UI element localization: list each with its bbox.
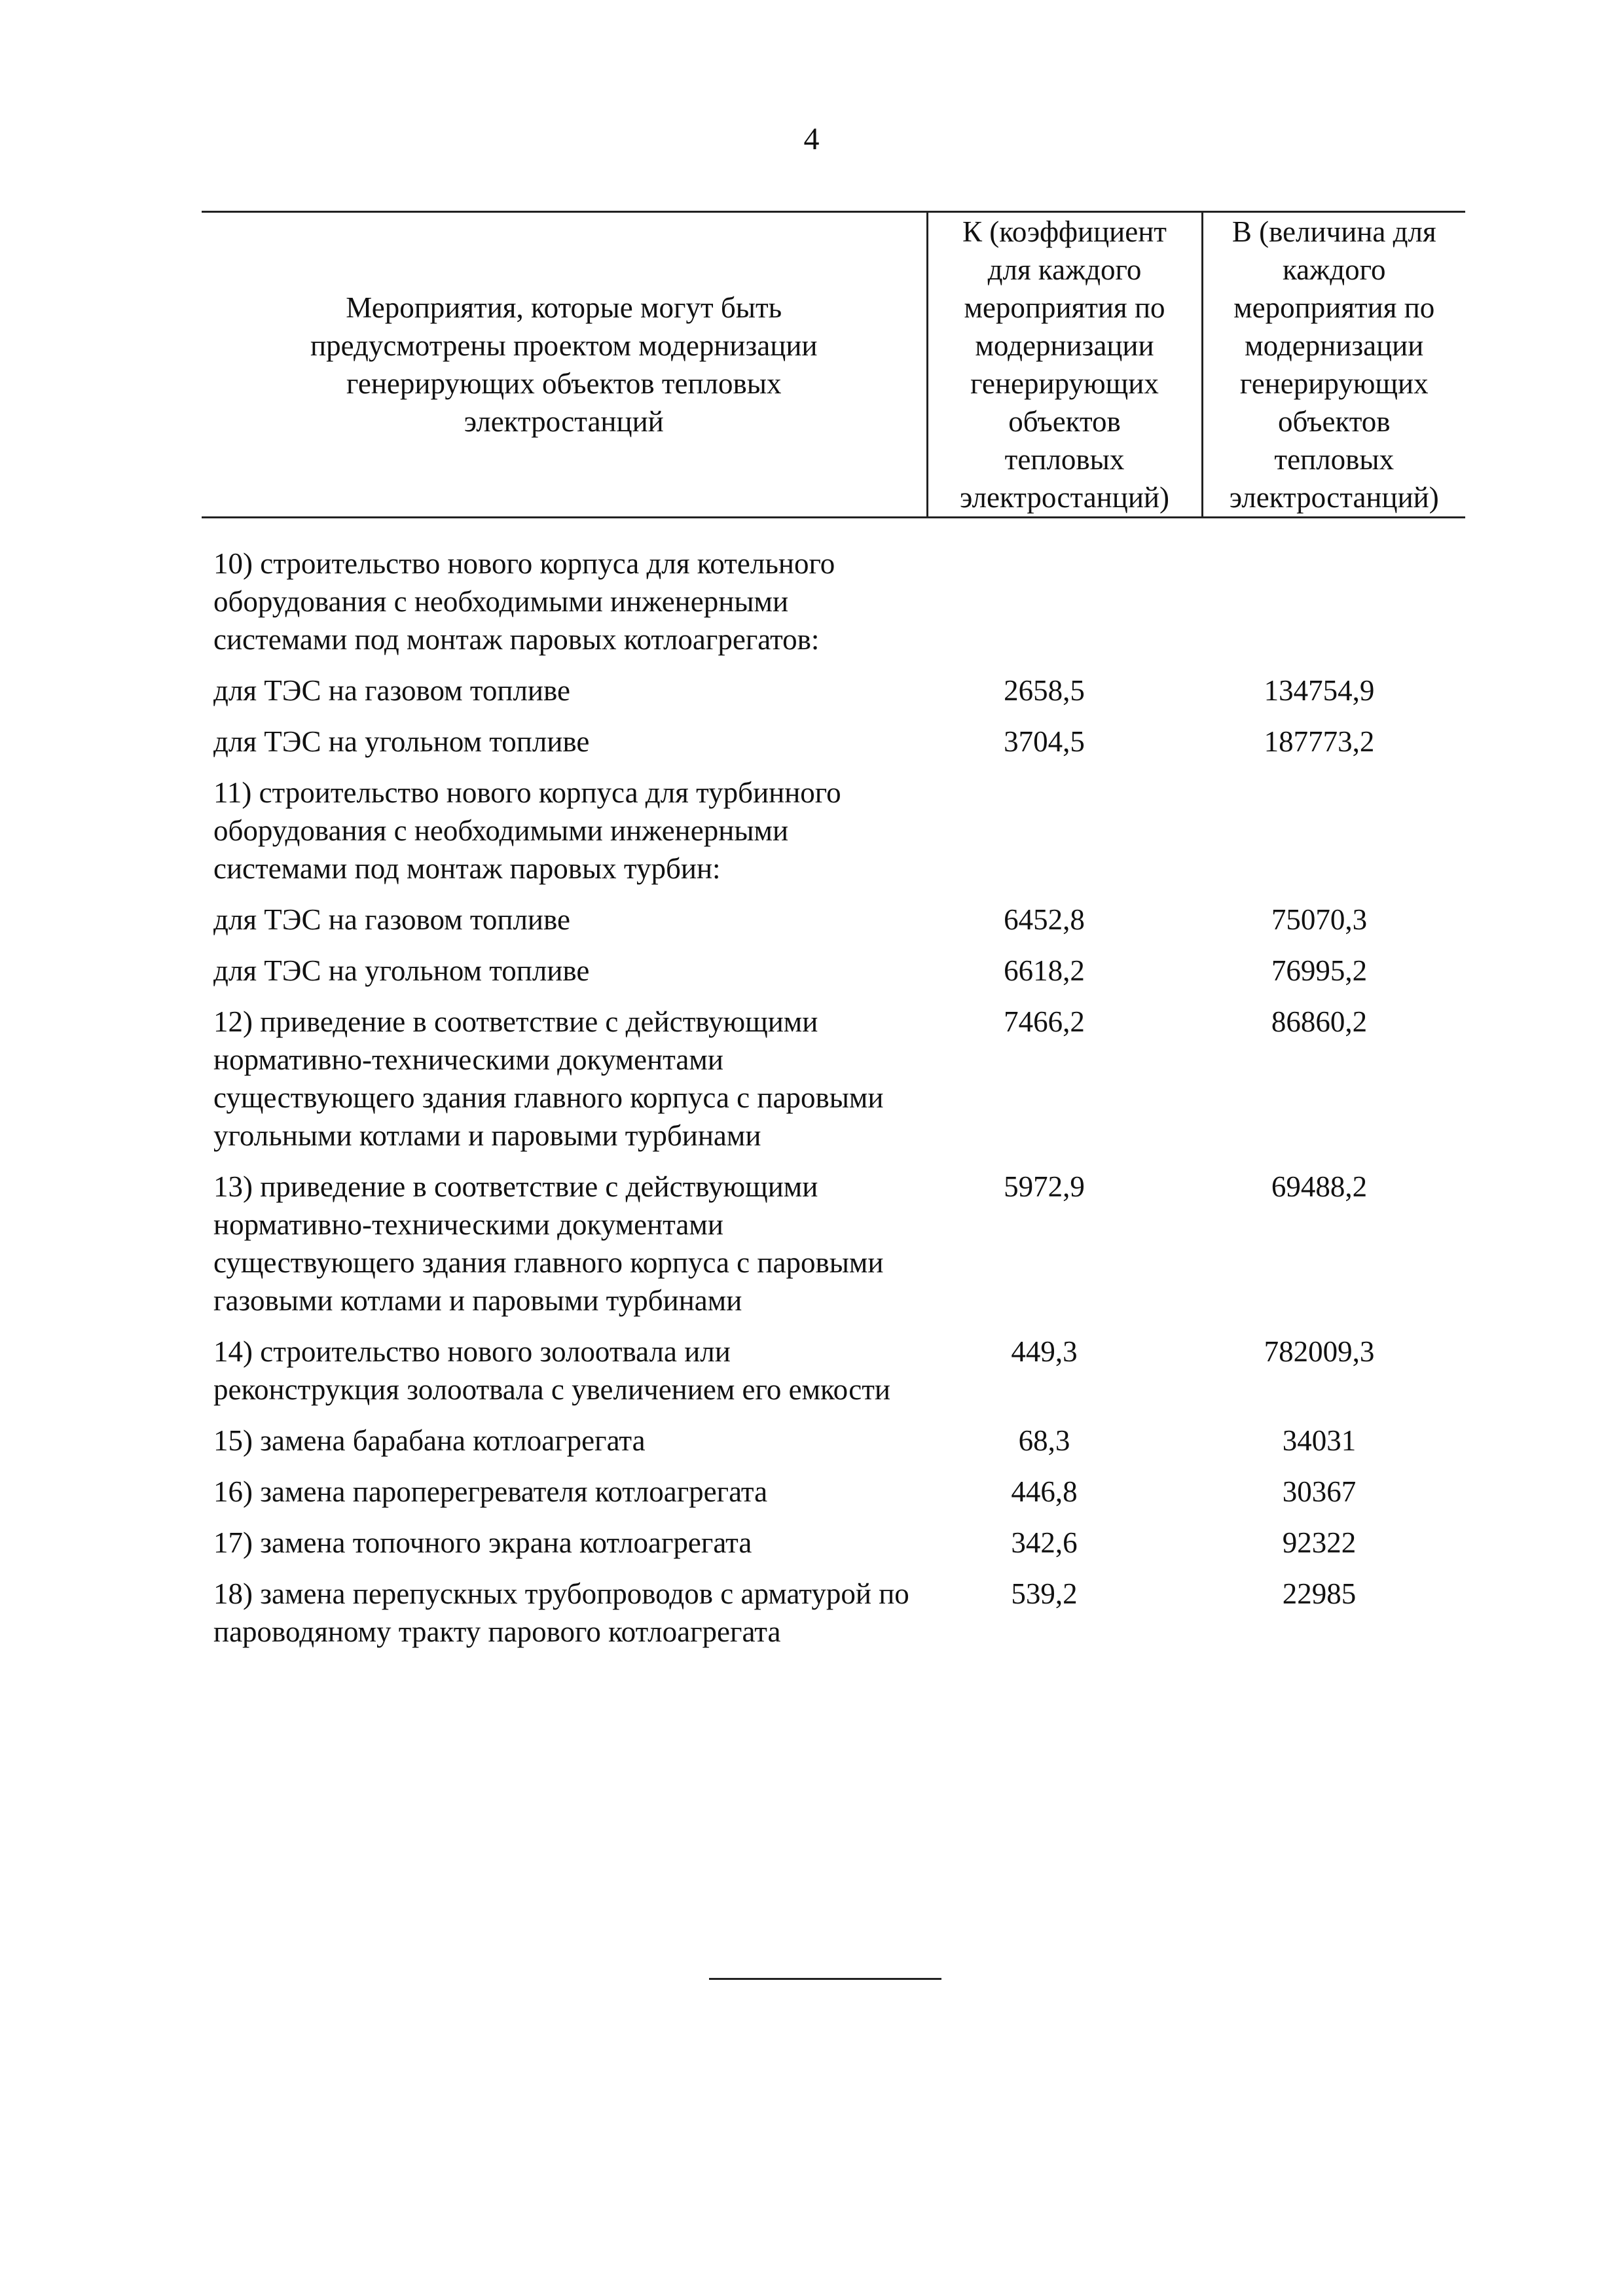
measure-description: 10) строительство нового корпуса для котельного оборудования с необходимыми инженерными системами под монтаж паровых котлоагрегатов: xyxy=(213,547,835,656)
coefficient-k-value xyxy=(927,774,1202,901)
table-row xyxy=(202,1003,1465,1168)
coefficient-k-value: 446,8 xyxy=(1011,1475,1078,1508)
coefficient-k-value: 539,2 xyxy=(1011,1577,1078,1610)
table-row xyxy=(202,1524,1465,1575)
coefficient-k-value: 449,3 xyxy=(1011,1335,1078,1368)
measure-description: для ТЭС на газовом топливе xyxy=(213,903,570,936)
measure-description: 17) замена топочного экрана котлоагрегата xyxy=(213,1526,752,1559)
value-v: 76995,2 xyxy=(1271,954,1368,987)
value-v: 134754,9 xyxy=(1264,674,1375,707)
measures-table xyxy=(202,545,1465,1664)
coefficient-k-value: 2658,5 xyxy=(1004,674,1085,707)
measure-description: для ТЭС на газовом топливе xyxy=(213,674,570,707)
measure-description: для ТЭС на угольном топливе xyxy=(213,725,590,758)
value-v: 22985 xyxy=(1282,1577,1357,1610)
header-value-v: В (величина для каждого мероприятия по модернизации генерирующих объектов тепловых электростанций) xyxy=(1202,212,1465,518)
measure-description: 11) строительство нового корпуса для турбинного оборудования с необходимыми инженерными системами под монтаж паровых турбин: xyxy=(213,776,841,885)
coefficient-k-value: 342,6 xyxy=(1011,1526,1078,1559)
value-v: 30367 xyxy=(1282,1475,1357,1508)
table-row xyxy=(202,1422,1465,1473)
table-row xyxy=(202,774,1465,901)
coefficient-k-value: 7466,2 xyxy=(1004,1005,1085,1038)
coefficient-k-value xyxy=(927,545,1202,672)
table-body xyxy=(202,545,1465,1664)
header-measures: Мероприятия, которые могут быть предусмотрены проектом модернизации генерирующих объектов тепловых электростанций xyxy=(202,212,927,518)
coefficient-k-value: 6618,2 xyxy=(1004,954,1085,987)
header-coefficient-k: К (коэффициент для каждого мероприятия по модернизации генерирующих объектов тепловых электростанций) xyxy=(927,212,1202,518)
coefficient-k-value: 68,3 xyxy=(1018,1424,1070,1457)
table-row xyxy=(202,1333,1465,1422)
value-v: 782009,3 xyxy=(1264,1335,1375,1368)
measure-description: 13) приведение в соответствие с действующими нормативно-техническими документами существующего здания главного корпуса с паровыми газовыми котлами и паровыми турбинами xyxy=(213,1170,884,1317)
table-row xyxy=(202,901,1465,952)
coefficient-k-value: 6452,8 xyxy=(1004,903,1085,936)
table-row xyxy=(202,723,1465,774)
value-v: 34031 xyxy=(1282,1424,1357,1457)
coefficient-k-value: 3704,5 xyxy=(1004,725,1085,758)
value-v xyxy=(1202,774,1465,901)
table-row xyxy=(202,1575,1465,1664)
measure-description: для ТЭС на угольном топливе xyxy=(213,954,590,987)
measure-description: 14) строительство нового золоотвала или реконструкция золоотвала с увеличением его емкости xyxy=(213,1335,890,1406)
value-v: 75070,3 xyxy=(1271,903,1368,936)
coefficient-k-value: 5972,9 xyxy=(1004,1170,1085,1203)
table-row xyxy=(202,1168,1465,1333)
measure-description: 15) замена барабана котлоагрегата xyxy=(213,1424,646,1457)
table-header xyxy=(202,211,1465,518)
measure-description: 12) приведение в соответствие с действующими нормативно-техническими документами существующего здания главного корпуса с паровыми угольными котлами и паровыми турбинами xyxy=(213,1005,884,1152)
page-number: 4 xyxy=(803,122,820,156)
value-v: 69488,2 xyxy=(1271,1170,1368,1203)
closing-rule xyxy=(709,1978,941,1980)
value-v xyxy=(1202,545,1465,672)
measure-description: 16) замена пароперегревателя котлоагрегата xyxy=(213,1475,768,1508)
value-v: 86860,2 xyxy=(1271,1005,1368,1038)
value-v: 92322 xyxy=(1282,1526,1357,1559)
table-row xyxy=(202,545,1465,672)
measure-description: 18) замена перепускных трубопроводов с арматурой по пароводяному тракту парового котлоагрегата xyxy=(213,1577,909,1648)
table-row xyxy=(202,672,1465,723)
value-v: 187773,2 xyxy=(1264,725,1375,758)
table-row xyxy=(202,1473,1465,1524)
table-row xyxy=(202,952,1465,1003)
